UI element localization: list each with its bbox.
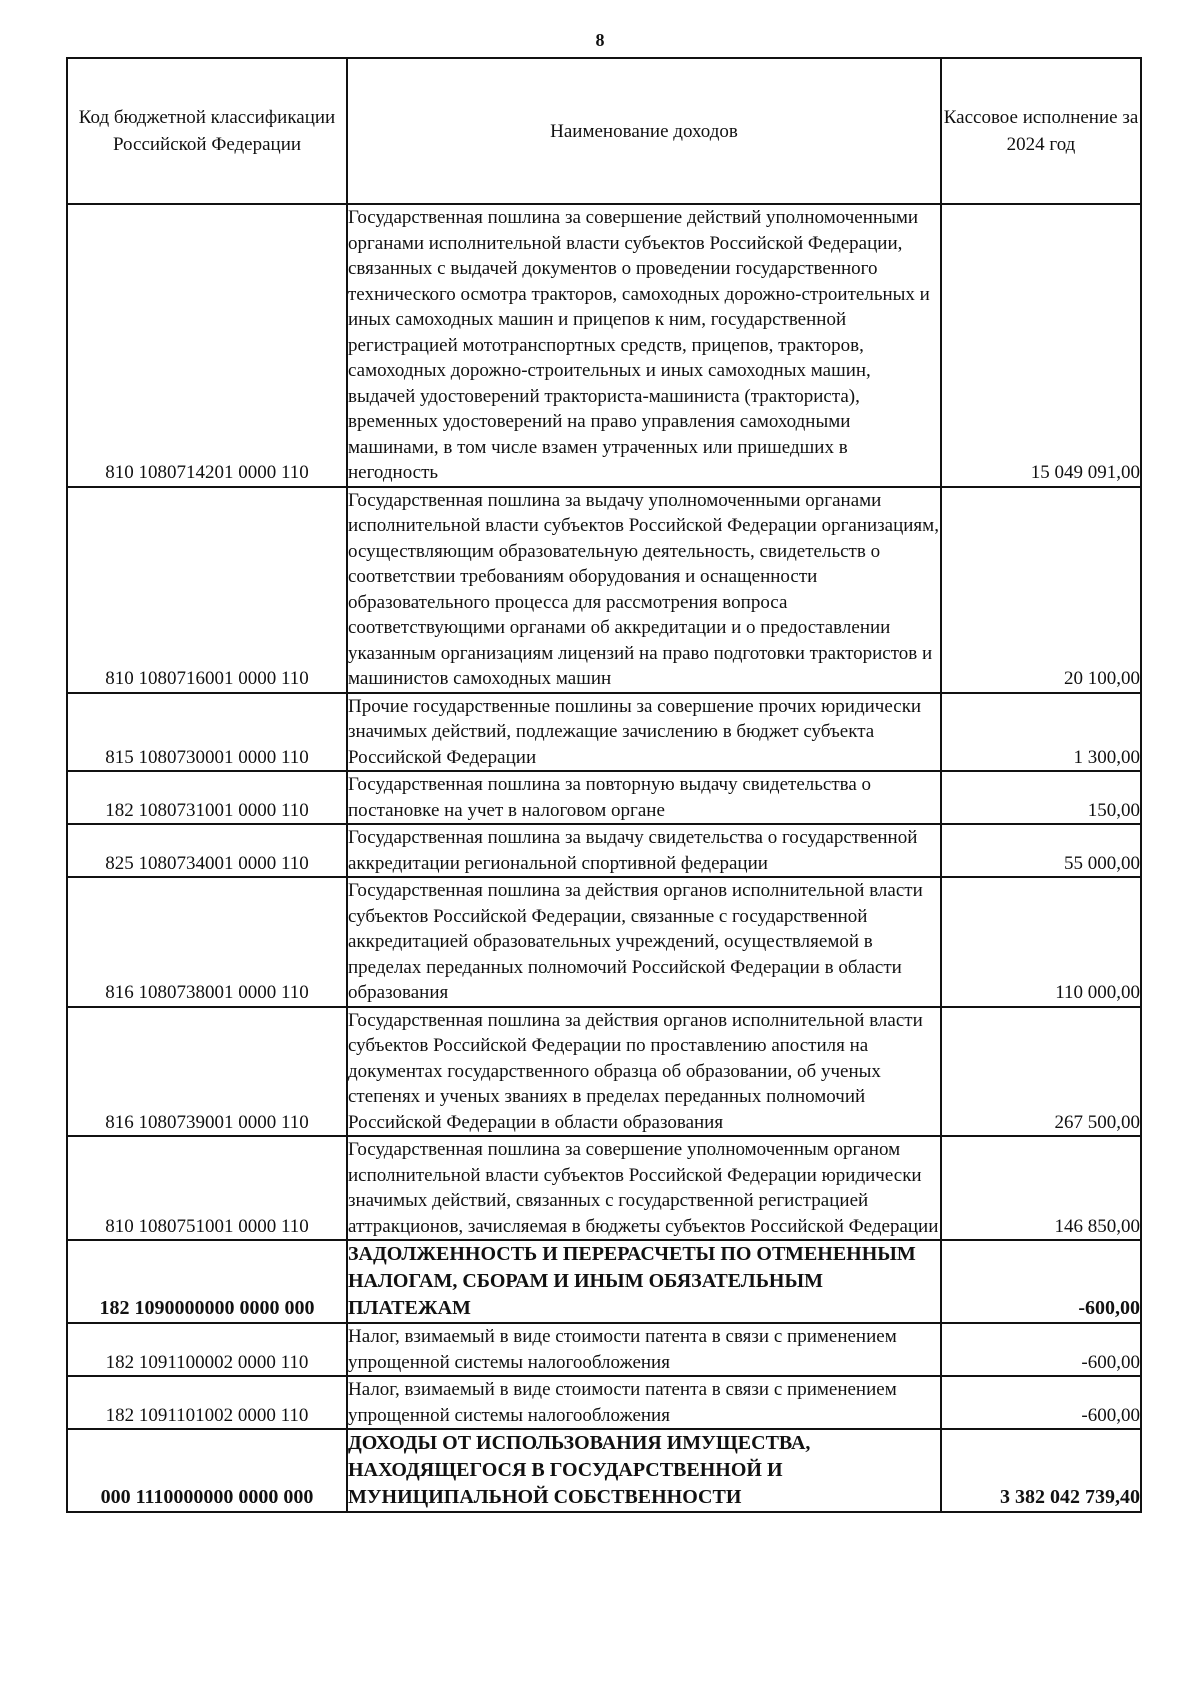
row-name: Государственная пошлина за действия органов исполнительной власти субъектов Российской Федерации, связанные с государственной аккредитацией образовательных учреждений, осуществляемой в пределах переданных полномочий Российской Федерации в области образования <box>347 877 941 1007</box>
row-code: 825 1080734001 0000 110 <box>67 824 347 877</box>
row-amount: -600,00 <box>941 1376 1141 1429</box>
row-amount: 20 100,00 <box>941 487 1141 693</box>
table-row <box>67 1323 1141 1376</box>
row-amount: 15 049 091,00 <box>941 204 1141 487</box>
row-code: 182 1080731001 0000 110 <box>67 771 347 824</box>
row-name: Государственная пошлина за повторную выдачу свидетельства о постановке на учет в налоговом органе <box>347 771 941 824</box>
row-amount: 146 850,00 <box>941 1136 1141 1240</box>
row-code: 182 1091100002 0000 110 <box>67 1323 347 1376</box>
row-name: Государственная пошлина за выдачу свидетельства о государственной аккредитации региональной спортивной федерации <box>347 824 941 877</box>
row-code: 815 1080730001 0000 110 <box>67 693 347 772</box>
row-name: ЗАДОЛЖЕННОСТЬ И ПЕРЕРАСЧЕТЫ ПО ОТМЕНЕННЫМ НАЛОГАМ, СБОРАМ И ИНЫМ ОБЯЗАТЕЛЬНЫМ ПЛАТЕЖАМ <box>347 1240 941 1323</box>
row-code: 810 1080714201 0000 110 <box>67 204 347 487</box>
row-name: Налог, взимаемый в виде стоимости патента в связи с применением упрощенной системы налогообложения <box>347 1323 941 1376</box>
row-name: Прочие государственные пошлины за совершение прочих юридически значимых действий, подлежащие зачислению в бюджет субъекта Российской Федерации <box>347 693 941 772</box>
row-name: ДОХОДЫ ОТ ИСПОЛЬЗОВАНИЯ ИМУЩЕСТВА, НАХОДЯЩЕГОСЯ В ГОСУДАРСТВЕННОЙ И МУНИЦИПАЛЬНОЙ СОБСТВЕННОСТИ <box>347 1429 941 1512</box>
table-row <box>67 693 1141 772</box>
table-row <box>67 1136 1141 1240</box>
table-row <box>67 1240 1141 1323</box>
row-name: Государственная пошлина за совершение уполномоченным органом исполнительной власти субъектов Российской Федерации юридически значимых действий, связанных с государственной регистрацией аттракционов, зачисляемая в бюджеты субъектов Российской Федерации <box>347 1136 941 1240</box>
row-code: 816 1080739001 0000 110 <box>67 1007 347 1137</box>
row-name: Государственная пошлина за действия органов исполнительной власти субъектов Российской Федерации по проставлению апостиля на документах государственного образца об образовании, об ученых степенях и ученых званиях в пределах переданных полномочий Российской Федерации в области образования <box>347 1007 941 1137</box>
row-code: 810 1080751001 0000 110 <box>67 1136 347 1240</box>
table-row <box>67 877 1141 1007</box>
table-row <box>67 204 1141 487</box>
row-amount: 150,00 <box>941 771 1141 824</box>
table-row <box>67 1376 1141 1429</box>
header-amount: Кассовое исполнение за 2024 год <box>941 58 1141 204</box>
row-amount: -600,00 <box>941 1323 1141 1376</box>
table-row <box>67 824 1141 877</box>
row-code: 816 1080738001 0000 110 <box>67 877 347 1007</box>
table-row <box>67 487 1141 693</box>
row-amount: -600,00 <box>941 1240 1141 1323</box>
revenue-table <box>66 57 1142 1513</box>
page-number: 8 <box>595 30 605 50</box>
row-amount: 267 500,00 <box>941 1007 1141 1137</box>
row-amount: 110 000,00 <box>941 877 1141 1007</box>
table-header-row <box>67 58 1141 204</box>
header-code: Код бюджетной классификации Российской Федерации <box>67 58 347 204</box>
row-name: Государственная пошлина за выдачу уполномоченными органами исполнительной власти субъектов Российской Федерации организациям, осуществляющим образовательную деятельность, свидетельств о соответствии требованиям оборудования и оснащенности образовательного процесса для рассмотрения вопроса соответствующими органами об аккредитации и о предоставлении указанным организациям лицензий на право подготовки трактористов и машинистов самоходных машин <box>347 487 941 693</box>
row-amount: 3 382 042 739,40 <box>941 1429 1141 1512</box>
header-name: Наименование доходов <box>347 58 941 204</box>
row-code: 810 1080716001 0000 110 <box>67 487 347 693</box>
table-row <box>67 1429 1141 1512</box>
row-amount: 1 300,00 <box>941 693 1141 772</box>
row-code: 000 1110000000 0000 000 <box>67 1429 347 1512</box>
row-name: Государственная пошлина за совершение действий уполномоченными органами исполнительной власти субъектов Российской Федерации, связанных с выдачей документов о проведении государственного технического осмотра тракторов, самоходных дорожно-строительных и иных самоходных машин и прицепов к ним, государственной регистрацией мототранспортных средств, прицепов, тракторов, самоходных дорожно-строительных и иных самоходных машин, выдачей удостоверений тракториста-машиниста (тракториста), временных удостоверений на право управления самоходными машинами, в том числе взамен утраченных или пришедших в негодность <box>347 204 941 487</box>
table-row <box>67 771 1141 824</box>
table-row <box>67 1007 1141 1137</box>
row-code: 182 1091101002 0000 110 <box>67 1376 347 1429</box>
row-name: Налог, взимаемый в виде стоимости патента в связи с применением упрощенной системы налогообложения <box>347 1376 941 1429</box>
row-amount: 55 000,00 <box>941 824 1141 877</box>
row-code: 182 1090000000 0000 000 <box>67 1240 347 1323</box>
